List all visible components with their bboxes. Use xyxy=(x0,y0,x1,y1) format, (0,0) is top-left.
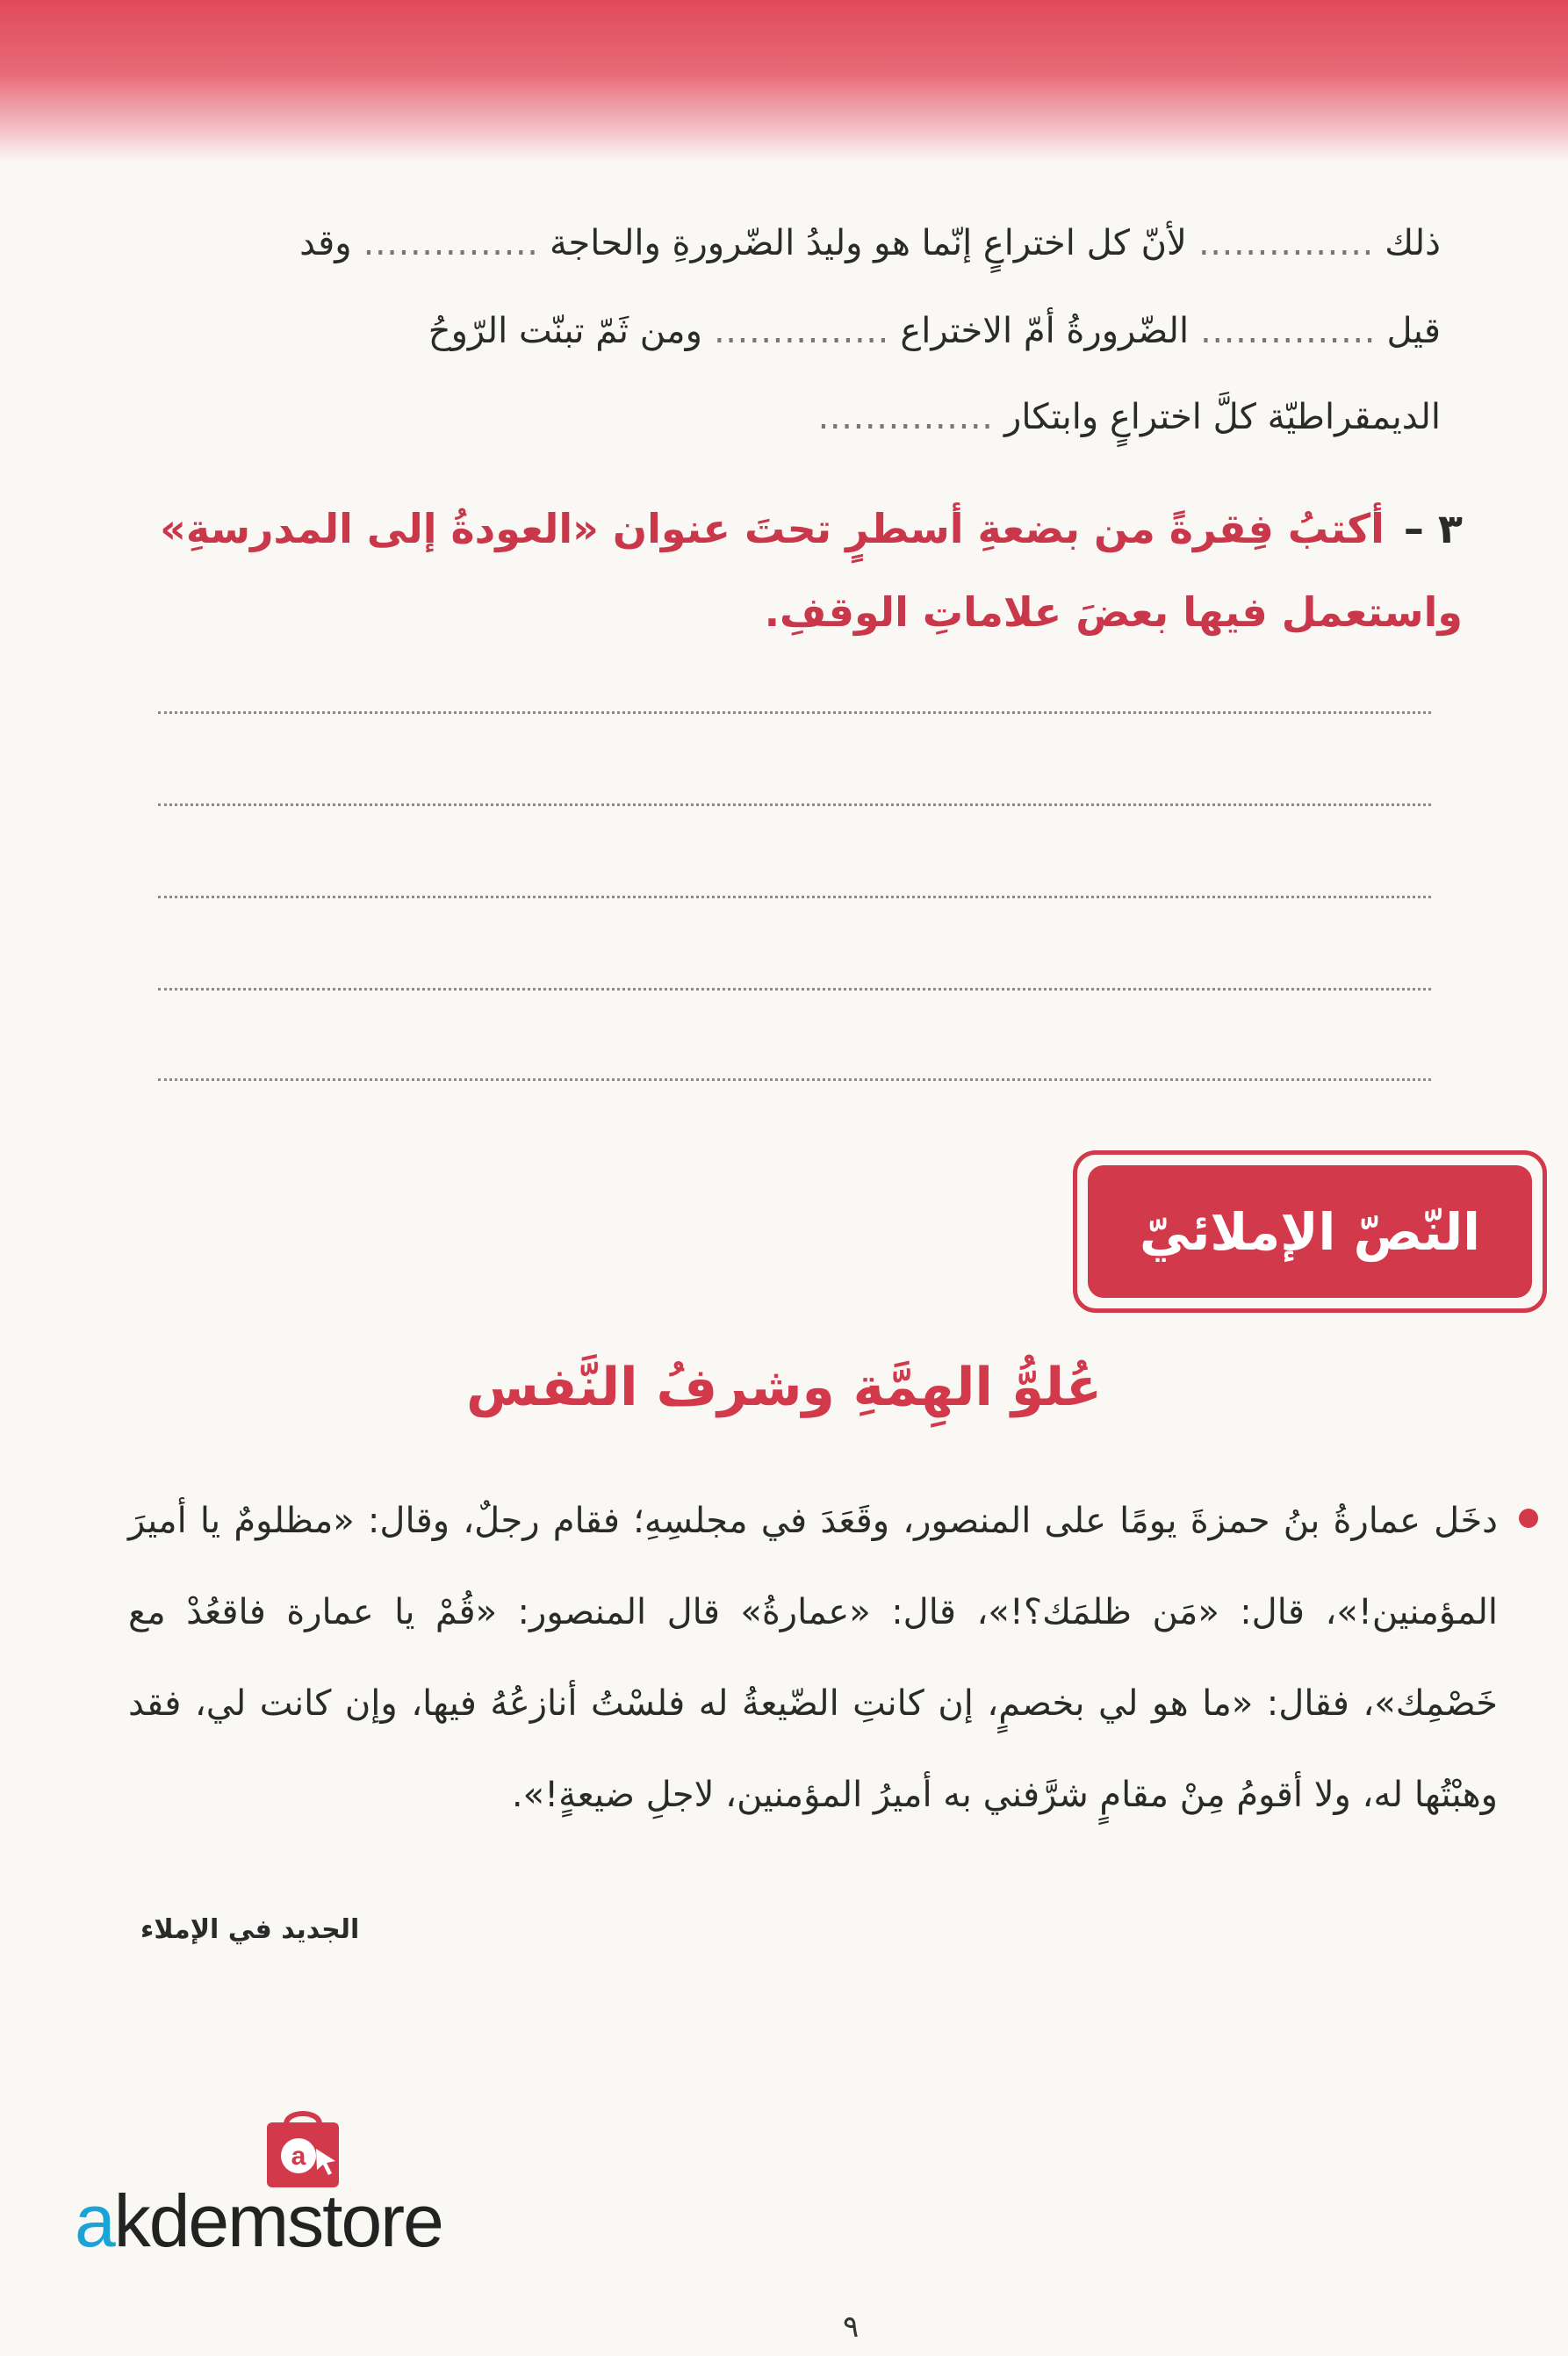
shopping-bag-icon xyxy=(255,2103,351,2191)
bullet-icon xyxy=(1519,1509,1538,1528)
writing-line[interactable] xyxy=(158,988,1431,991)
svg-text:a: a xyxy=(291,2142,306,2171)
section-header-label: النّصّ الإملائيّ xyxy=(1088,1165,1532,1298)
blank-dots: …………… xyxy=(1198,223,1374,263)
logo-wordmark-rest: kdemstore xyxy=(113,2179,442,2262)
blank-dots: …………… xyxy=(713,311,889,351)
fill-line-1 xyxy=(299,217,1441,270)
fill-line-2 xyxy=(428,305,1441,357)
fill-line-3-text: الديمقراطيّة كلَّ اختراعٍ وابتكار xyxy=(1004,397,1441,437)
section-header-tab xyxy=(1073,1150,1547,1313)
writing-line[interactable] xyxy=(158,711,1431,714)
dictation-title: عُلوُّ الهِمَّةِ وشرفُ النَّفس xyxy=(466,1357,1102,1418)
writing-line[interactable] xyxy=(158,803,1431,806)
blank-dots: …………… xyxy=(1199,311,1376,351)
page-top-band xyxy=(0,0,1568,162)
exercise-number: ٣ – xyxy=(1403,505,1463,552)
fill-line-1-middle: لأنّ كل اختراعٍ إنّما هو وليدُ الضّرورةِ والحاجة xyxy=(550,223,1187,263)
exercise-3 xyxy=(58,487,1463,654)
page-number: ٩ xyxy=(843,2309,860,2345)
exercise-text: أكتبُ فِقرةً من بضعةِ أسطرٍ تحتَ عنوان «العودةُ إلى المدرسةِ» واستعمل فيها بعضَ علاماتِ الوقفِ. xyxy=(160,505,1463,636)
blank-dots: …………… xyxy=(363,223,539,263)
fill-line-3 xyxy=(817,391,1441,443)
blank-dots: …………… xyxy=(817,397,994,437)
logo-letter-a: a xyxy=(75,2179,114,2262)
fill-line-2-middle: الضّرورةُ أمّ الاختراع xyxy=(900,311,1190,351)
fill-line-1-start: ذلك xyxy=(1385,223,1441,263)
fill-line-1-end: وقد xyxy=(299,223,352,263)
fill-line-2-end: ومن ثَمّ تبنّت الرّوحُ xyxy=(428,311,702,351)
writing-line[interactable] xyxy=(158,896,1431,898)
dictation-paragraph: دخَل عمارةُ بنُ حمزةَ يومًا على المنصور، وقَعَدَ في مجلسِهِ؛ فقام رجلٌ، وقال: «مظلومٌ يا أميرَ المؤمنين!»، قال: «مَن ظلمَك؟!»، قال: «عمارةُ» قال المنصور: «قُمْ يا عمارة فاقعُدْ مع خَصْمِك»، فقال: «ما هو لي بخصمٍ، إن كانتِ الضّيعةُ له فلسْتُ أنازعُهُ فيها، وإن كانت لي، فقد وهبْتُها له، ولا أقومُ مِنْ مقامٍ شرَّفني به أميرُ المؤمنين، لاجلِ ضيعةٍ!». xyxy=(128,1501,1498,1815)
fill-line-2-start: قيل xyxy=(1386,311,1441,351)
source-citation: الجديد في الإملاء xyxy=(140,1914,360,1945)
logo-wordmark xyxy=(75,2179,442,2262)
writing-line[interactable] xyxy=(158,1078,1431,1081)
akdemstore-logo xyxy=(75,2103,540,2261)
